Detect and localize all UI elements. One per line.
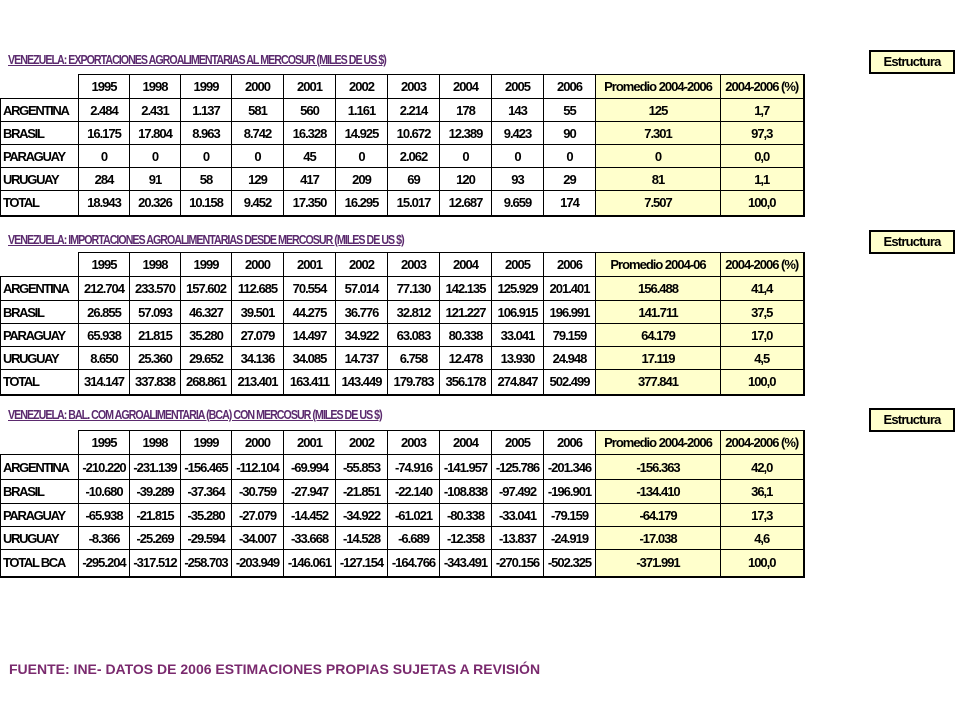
value-cell: 143.449 <box>336 370 388 395</box>
share-cell: 1,7 <box>721 99 804 122</box>
value-cell: -30.759 <box>232 480 284 504</box>
avg-column-header: Promedio 2004-2006 <box>596 75 721 99</box>
value-cell: -22.140 <box>388 480 440 504</box>
value-cell: 2.484 <box>79 99 130 122</box>
avg-cell: 81 <box>596 168 721 191</box>
value-cell: -108.838 <box>440 480 492 504</box>
value-cell: 9.452 <box>232 191 284 216</box>
row-label: ARGENTINA <box>1 99 79 122</box>
value-cell: 121.227 <box>440 301 492 324</box>
value-cell: 12.389 <box>440 122 492 145</box>
value-cell: 502.499 <box>544 370 596 395</box>
year-header: 2003 <box>388 431 440 455</box>
value-cell: 45 <box>284 145 336 168</box>
year-header: 2001 <box>284 431 336 455</box>
header-row <box>1 431 804 455</box>
value-cell: 77.130 <box>388 277 440 301</box>
row-label: ARGENTINA <box>1 455 79 480</box>
avg-cell: -371.991 <box>596 550 721 577</box>
value-cell: 125.929 <box>492 277 544 301</box>
value-cell: -196.901 <box>544 480 596 504</box>
value-cell: 44.275 <box>284 301 336 324</box>
year-header: 1999 <box>181 253 232 277</box>
value-cell: 13.930 <box>492 347 544 370</box>
avg-cell: 156.488 <box>596 277 721 301</box>
share-column-header: 2004-2006 (%) <box>721 431 804 455</box>
year-header: 1995 <box>79 431 130 455</box>
table-row <box>1 504 804 527</box>
value-cell: 36.776 <box>336 301 388 324</box>
value-cell: -33.668 <box>284 527 336 550</box>
year-header: 2003 <box>388 75 440 99</box>
avg-cell: 7.507 <box>596 191 721 216</box>
year-header: 2006 <box>544 431 596 455</box>
value-cell: -10.680 <box>79 480 130 504</box>
table-row <box>1 122 804 145</box>
share-column-header: 2004-2006 (%) <box>721 253 804 277</box>
value-cell: -14.528 <box>336 527 388 550</box>
year-header: 1999 <box>181 431 232 455</box>
avg-cell: 141.711 <box>596 301 721 324</box>
value-cell: -27.947 <box>284 480 336 504</box>
header-row <box>1 253 804 277</box>
share-cell: 100,0 <box>721 191 804 216</box>
value-cell: -231.139 <box>130 455 181 480</box>
row-label: TOTAL <box>1 370 79 395</box>
value-cell: -6.689 <box>388 527 440 550</box>
value-cell: 106.915 <box>492 301 544 324</box>
row-label: BRASIL <box>1 480 79 504</box>
value-cell: 57.014 <box>336 277 388 301</box>
value-cell: 201.401 <box>544 277 596 301</box>
value-cell: -34.922 <box>336 504 388 527</box>
value-cell: -33.041 <box>492 504 544 527</box>
value-cell: 14.737 <box>336 347 388 370</box>
year-header: 2000 <box>232 431 284 455</box>
value-cell: 213.401 <box>232 370 284 395</box>
value-cell: 560 <box>284 99 336 122</box>
value-cell: -25.269 <box>130 527 181 550</box>
value-cell: 17.804 <box>130 122 181 145</box>
total-row <box>1 191 804 216</box>
value-cell: 143 <box>492 99 544 122</box>
value-cell: 90 <box>544 122 596 145</box>
value-cell: 57.093 <box>130 301 181 324</box>
value-cell: 212.704 <box>79 277 130 301</box>
value-cell: 174 <box>544 191 596 216</box>
share-cell: 4,6 <box>721 527 804 550</box>
value-cell: 0 <box>79 145 130 168</box>
value-cell: 14.497 <box>284 324 336 347</box>
value-cell: -35.280 <box>181 504 232 527</box>
value-cell: 34.085 <box>284 347 336 370</box>
value-cell: 0 <box>130 145 181 168</box>
data-table <box>0 74 805 217</box>
year-header: 2006 <box>544 253 596 277</box>
value-cell: -21.851 <box>336 480 388 504</box>
value-cell: -24.919 <box>544 527 596 550</box>
value-cell: 63.083 <box>388 324 440 347</box>
value-cell: 24.948 <box>544 347 596 370</box>
source-footnote: FUENTE: INE- DATOS DE 2006 ESTIMACIONES PROPIAS SUJETAS A REVISIÓN <box>9 661 541 677</box>
value-cell: 15.017 <box>388 191 440 216</box>
share-column-header: 2004-2006 (%) <box>721 75 804 99</box>
value-cell: -39.289 <box>130 480 181 504</box>
value-cell: 1.161 <box>336 99 388 122</box>
avg-cell: 17.119 <box>596 347 721 370</box>
estructura-header: Estructura <box>869 408 955 432</box>
value-cell: 314.147 <box>79 370 130 395</box>
year-header: 1998 <box>130 431 181 455</box>
year-header: 2004 <box>440 431 492 455</box>
share-cell: 0,0 <box>721 145 804 168</box>
value-cell: 16.175 <box>79 122 130 145</box>
row-label: TOTAL <box>1 191 79 216</box>
year-header: 2002 <box>336 75 388 99</box>
value-cell: 163.411 <box>284 370 336 395</box>
value-cell: 39.501 <box>232 301 284 324</box>
corner-cell <box>1 431 79 455</box>
value-cell: 69 <box>388 168 440 191</box>
value-cell: 27.079 <box>232 324 284 347</box>
value-cell: 356.178 <box>440 370 492 395</box>
value-cell: 26.855 <box>79 301 130 324</box>
year-header: 2000 <box>232 75 284 99</box>
year-header: 2002 <box>336 431 388 455</box>
row-label: URUGUAY <box>1 168 79 191</box>
value-cell: -80.338 <box>440 504 492 527</box>
year-header: 2000 <box>232 253 284 277</box>
value-cell: -74.916 <box>388 455 440 480</box>
value-cell: 14.925 <box>336 122 388 145</box>
value-cell: -14.452 <box>284 504 336 527</box>
value-cell: 58 <box>181 168 232 191</box>
avg-column-header: Promedio 2004-2006 <box>596 431 721 455</box>
value-cell: -27.079 <box>232 504 284 527</box>
value-cell: 0 <box>544 145 596 168</box>
share-cell: 100,0 <box>721 370 804 395</box>
value-cell: 29.652 <box>181 347 232 370</box>
value-cell: -8.366 <box>79 527 130 550</box>
value-cell: -97.492 <box>492 480 544 504</box>
table-row <box>1 168 804 191</box>
value-cell: -127.154 <box>336 550 388 577</box>
value-cell: 0 <box>440 145 492 168</box>
value-cell: 178 <box>440 99 492 122</box>
avg-cell: 125 <box>596 99 721 122</box>
avg-cell: 64.179 <box>596 324 721 347</box>
value-cell: 142.135 <box>440 277 492 301</box>
value-cell: 46.327 <box>181 301 232 324</box>
table-title: VENEZUELA: BAL. COM AGROALIMENTARIA (BCA) CON MERCOSUR (MILES DE US $) <box>8 407 382 422</box>
value-cell: 1.137 <box>181 99 232 122</box>
year-header: 1995 <box>79 75 130 99</box>
value-cell: -270.156 <box>492 550 544 577</box>
value-cell: 34.922 <box>336 324 388 347</box>
year-header: 2003 <box>388 253 440 277</box>
year-header: 2005 <box>492 75 544 99</box>
year-header: 2001 <box>284 75 336 99</box>
value-cell: 93 <box>492 168 544 191</box>
table-title: VENEZUELA: EXPORTACIONES AGROALIMENTARIAS AL MERCOSUR (MILES DE US $) <box>8 52 386 67</box>
value-cell: -317.512 <box>130 550 181 577</box>
value-cell: 32.812 <box>388 301 440 324</box>
value-cell: 55 <box>544 99 596 122</box>
value-cell: 274.847 <box>492 370 544 395</box>
value-cell: -258.703 <box>181 550 232 577</box>
year-header: 2002 <box>336 253 388 277</box>
year-header: 2005 <box>492 253 544 277</box>
corner-cell <box>1 75 79 99</box>
value-cell: 18.943 <box>79 191 130 216</box>
value-cell: -69.994 <box>284 455 336 480</box>
table-row <box>1 324 804 347</box>
row-label: ARGENTINA <box>1 277 79 301</box>
year-header: 2001 <box>284 253 336 277</box>
value-cell: -65.938 <box>79 504 130 527</box>
row-label: TOTAL BCA <box>1 550 79 577</box>
share-cell: 42,0 <box>721 455 804 480</box>
value-cell: 0 <box>232 145 284 168</box>
row-label: BRASIL <box>1 301 79 324</box>
avg-column-header: Promedio 2004-06 <box>596 253 721 277</box>
value-cell: -343.491 <box>440 550 492 577</box>
value-cell: 35.280 <box>181 324 232 347</box>
value-cell: 70.554 <box>284 277 336 301</box>
value-cell: -13.837 <box>492 527 544 550</box>
estructura-header: Estructura <box>869 230 955 254</box>
value-cell: 8.742 <box>232 122 284 145</box>
value-cell: -21.815 <box>130 504 181 527</box>
avg-cell: -17.038 <box>596 527 721 550</box>
data-table <box>0 252 805 396</box>
value-cell: 34.136 <box>232 347 284 370</box>
value-cell: 6.758 <box>388 347 440 370</box>
value-cell: 284 <box>79 168 130 191</box>
share-cell: 37,5 <box>721 301 804 324</box>
avg-cell: 377.841 <box>596 370 721 395</box>
table-row <box>1 480 804 504</box>
value-cell: -34.007 <box>232 527 284 550</box>
value-cell: 17.350 <box>284 191 336 216</box>
value-cell: 129 <box>232 168 284 191</box>
value-cell: 0 <box>181 145 232 168</box>
value-cell: 179.783 <box>388 370 440 395</box>
share-cell: 97,3 <box>721 122 804 145</box>
value-cell: -79.159 <box>544 504 596 527</box>
value-cell: 16.295 <box>336 191 388 216</box>
value-cell: 233.570 <box>130 277 181 301</box>
value-cell: -203.949 <box>232 550 284 577</box>
value-cell: 196.991 <box>544 301 596 324</box>
value-cell: 157.602 <box>181 277 232 301</box>
row-label: PARAGUAY <box>1 324 79 347</box>
header-row <box>1 75 804 99</box>
value-cell: -125.786 <box>492 455 544 480</box>
share-cell: 4,5 <box>721 347 804 370</box>
value-cell: -295.204 <box>79 550 130 577</box>
value-cell: 112.685 <box>232 277 284 301</box>
value-cell: 80.338 <box>440 324 492 347</box>
share-cell: 17,3 <box>721 504 804 527</box>
value-cell: 9.659 <box>492 191 544 216</box>
value-cell: 581 <box>232 99 284 122</box>
value-cell: -502.325 <box>544 550 596 577</box>
value-cell: -37.364 <box>181 480 232 504</box>
table-row <box>1 145 804 168</box>
share-cell: 17,0 <box>721 324 804 347</box>
table-title: VENEZUELA: IMPORTACIONES AGROALIMENTARIAS DESDE MERCOSUR (MILES DE US $) <box>8 232 404 247</box>
value-cell: 9.423 <box>492 122 544 145</box>
value-cell: 91 <box>130 168 181 191</box>
table-row <box>1 347 804 370</box>
row-label: BRASIL <box>1 122 79 145</box>
share-cell: 41,4 <box>721 277 804 301</box>
share-cell: 100,0 <box>721 550 804 577</box>
year-header: 1995 <box>79 253 130 277</box>
estructura-header: Estructura <box>869 50 955 74</box>
table-row <box>1 527 804 550</box>
value-cell: -164.766 <box>388 550 440 577</box>
value-cell: 21.815 <box>130 324 181 347</box>
table-row <box>1 99 804 122</box>
value-cell: -55.853 <box>336 455 388 480</box>
corner-cell <box>1 253 79 277</box>
value-cell: 209 <box>336 168 388 191</box>
value-cell: 12.687 <box>440 191 492 216</box>
avg-cell: 0 <box>596 145 721 168</box>
value-cell: -12.358 <box>440 527 492 550</box>
value-cell: 20.326 <box>130 191 181 216</box>
data-table <box>0 430 805 578</box>
table-row <box>1 277 804 301</box>
value-cell: 65.938 <box>79 324 130 347</box>
value-cell: 337.838 <box>130 370 181 395</box>
avg-cell: -156.363 <box>596 455 721 480</box>
value-cell: -210.220 <box>79 455 130 480</box>
value-cell: -61.021 <box>388 504 440 527</box>
value-cell: -156.465 <box>181 455 232 480</box>
value-cell: 0 <box>492 145 544 168</box>
avg-cell: 7.301 <box>596 122 721 145</box>
total-row <box>1 550 804 577</box>
value-cell: 417 <box>284 168 336 191</box>
value-cell: 25.360 <box>130 347 181 370</box>
year-header: 1998 <box>130 75 181 99</box>
year-header: 2005 <box>492 431 544 455</box>
value-cell: -112.104 <box>232 455 284 480</box>
value-cell: -29.594 <box>181 527 232 550</box>
value-cell: 2.214 <box>388 99 440 122</box>
value-cell: 268.861 <box>181 370 232 395</box>
value-cell: -141.957 <box>440 455 492 480</box>
row-label: PARAGUAY <box>1 504 79 527</box>
value-cell: 0 <box>336 145 388 168</box>
row-label: PARAGUAY <box>1 145 79 168</box>
value-cell: 2.431 <box>130 99 181 122</box>
value-cell: 33.041 <box>492 324 544 347</box>
avg-cell: -134.410 <box>596 480 721 504</box>
avg-cell: -64.179 <box>596 504 721 527</box>
table-row <box>1 301 804 324</box>
value-cell: 16.328 <box>284 122 336 145</box>
share-cell: 36,1 <box>721 480 804 504</box>
year-header: 1998 <box>130 253 181 277</box>
year-header: 1999 <box>181 75 232 99</box>
value-cell: -146.061 <box>284 550 336 577</box>
year-header: 2004 <box>440 75 492 99</box>
table-row <box>1 455 804 480</box>
value-cell: 29 <box>544 168 596 191</box>
year-header: 2006 <box>544 75 596 99</box>
value-cell: 10.158 <box>181 191 232 216</box>
value-cell: 10.672 <box>388 122 440 145</box>
value-cell: 12.478 <box>440 347 492 370</box>
value-cell: 2.062 <box>388 145 440 168</box>
value-cell: -201.346 <box>544 455 596 480</box>
share-cell: 1,1 <box>721 168 804 191</box>
value-cell: 8.963 <box>181 122 232 145</box>
value-cell: 79.159 <box>544 324 596 347</box>
row-label: URUGUAY <box>1 527 79 550</box>
row-label: URUGUAY <box>1 347 79 370</box>
year-header: 2004 <box>440 253 492 277</box>
total-row <box>1 370 804 395</box>
value-cell: 120 <box>440 168 492 191</box>
value-cell: 8.650 <box>79 347 130 370</box>
